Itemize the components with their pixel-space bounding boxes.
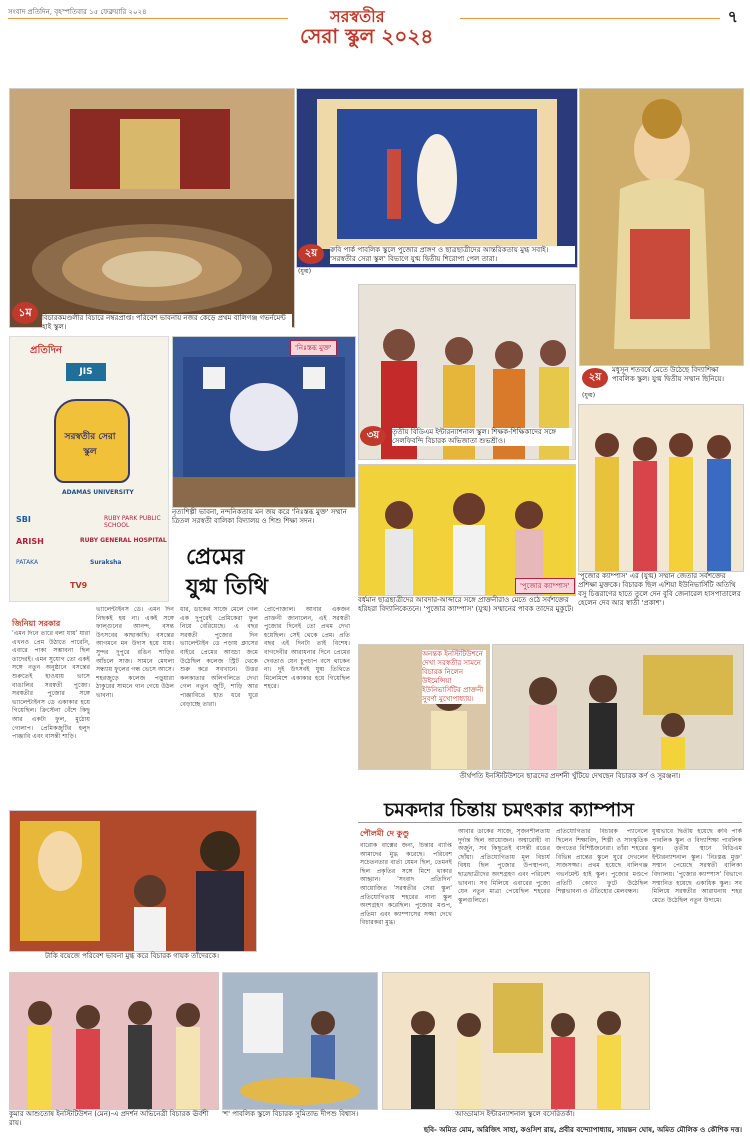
article1-headline-1: প্রেমের [186, 544, 245, 570]
photo-taki-boys [9, 810, 257, 952]
brand-logo: প্রতিদিন [30, 345, 62, 356]
article2-col4: যুগ্মভাবে দ্বিতীয় হয়েছে রুবি পার্ক পাবলিক স্কুল ও বিদ্যাশিক্ষা পাবলিক স্কুল। তৃতীয় স্থানে বিডিএম ইন্টারন্যাশনাল স্কুল। 'নিঃস্তব্ধ মুক্ত' সম্মান পেয়েছে সরস্বতী বালিকা বিদ্যালয়। 'পুজোর ক্যাম্পাস' বিভাগে সম্মানিত হয়েছে একাধিক স্কুল। সব মিলিয়ে সরস্বতীর আরাধনায় শহর মেতে উঠেছিল নতুন উদ্যমে। [652, 828, 742, 904]
ruby-park-logo: RUBY PARK PUBLIC SCHOOL [104, 515, 161, 529]
article2-col3: প্রতিযোগিতার বিচারক প্যানেলে ছিলেন শিক্ষাবিদ, শিল্পী ও সাংস্কৃতিক জগতের বিশিষ্টজনেরা। তাঁরা শহরের বিভিন্ন প্রান্তের স্কুলে ঘুরে দেখলেন সাজসজ্জা। প্রথম হয়েছে বালিগঞ্জ গভর্নমেন্ট হাই স্কুল। পুজোর মণ্ডপে প্রতিটি কোণে ফুটে উঠেছিল শিল্পভাবনা ও ঐতিহ্যের মেলবন্ধন। [556, 828, 648, 896]
bag-logo-text: সরস্বতীর সেরা স্কুল [64, 432, 116, 457]
caption-ruby-hospital: 'পুজোর ক্যাম্পাস' এর (যুগ্ম) সম্মান জেতার সর্বশক্তের প্রশিক্ষা মুক্তকে। বিচারক ছিল এশিয়া ইউনিভার্সিটি অতিথি বসু চিত্তরাণের হাতে তুলে দেন বুবি জেনারেল হাসপাতালের হেলেন দেব আর স্বাতী 'প্রকাশ'। [578, 572, 741, 607]
photo-burdwan-campus [358, 464, 576, 596]
article1-col2: ভ্যালেন্টাইনস ডে। এমন দিন নিছকই হয় না। একই সঙ্গে ফাল্গুনের আনন্দ, বসন্ত উৎসবের কাছাকাছি। বসন্তের আগমনে মন উদাস হয়ে যায়। সুন্দর দুপুরে রঙিন শাড়ির আঁচলে সাজ। সামনে মেঘলা সন্ধ্যায় ফুলের গন্ধ ভেসে আসে। শহরজুড়ে কলেজ পড়ুয়ারা ঠাকুরের সামনে গান গেয়ে উঠল ভাবনা। [96, 606, 174, 699]
photo-ruby-park [296, 88, 578, 268]
adamas-logo: ADAMAS UNIVERSITY [62, 489, 134, 496]
arish-logo: ARISH [16, 537, 44, 546]
article1-headline-2: যুগ্ম তিথি [186, 574, 268, 600]
caption-ananda: অনন্তক ইনস্টিটিউশনে দেখা সরস্বতীর সামনে বিচারক নিলেন উইমেন্সিয়া ইউনিভার্সিটির প্রাক্তনী সুবর্ণা মুখোপাধ্যায়। [422, 650, 486, 704]
jis-logo: JIS [66, 363, 106, 381]
photo-ruby-hospital-group [578, 404, 744, 572]
caption-bidyashiksha: মধুসূন শতবর্ষে মেতে উঠেছে বিদ্যাশিক্ষা পাবলিক স্কুল। যুগ্ম দ্বিতীয় সম্মান ছিনিয়ে। [612, 366, 742, 384]
article2-col2: আবার ডাকের সাজে, সৃজনশীলতায় দুর্দান্ত ছিল আয়োজন। অশ্বারোহী বা অর্জুন, সব কিছুতেই বাসন্তী রঙের ছোঁয়া। প্রতিযোগিতায় মূল বিচার্য বিষয় ছিল পুজোর উপস্থাপনা, ছাত্রছাত্রীদের অংশগ্রহণ এবং পরিবেশ ভাবনা। সব মিলিয়ে এবারের পুজো যেন নতুন মাত্রা পেয়েছিল শহরের স্কুলগুলিতে। [458, 828, 550, 904]
masthead-left: সংবাদ প্রতিদিন, বৃহস্পতিবার ১৫ ফেব্রুয়ারি ২০২৪ [8, 8, 147, 16]
caption-tirthapati: তীর্থপতি ইনস্টিটিউশনে ছাত্রদের প্রদর্শনী খুঁটিয়ে দেখছেন বিচারক কর্ণ ও সুরঞ্জনা। [400, 772, 740, 781]
suraksha-logo: Suraksha [90, 559, 122, 566]
page-number: ৭ [727, 7, 738, 26]
rank-badge-second-b: ২য় [582, 368, 608, 388]
caption-ruby-park: রুবি পার্ক পাবলিক স্কুলে পুজোর প্রাঙ্গণ ও ছাত্রছাত্রীদের আন্তরিকতায় মুগ্ধ সবাই। 'সরস্বতীর সেরা স্কুল' বিভাগে যুগ্ম দ্বিতীয় শিরোপা পেল তারা। [330, 246, 575, 264]
photo-kumar-ashutosh [9, 972, 219, 1110]
caption-burdwan: বর্ধমান ছাত্রছাত্রীদের আবদার-আব্দারে সঙ্গে প্রাক্তনীরাও মেতে ওঠে সর্বশক্তের হরিহরা বিদ্যানিকেতনে। 'পুজোর ক্যাম্পাস' (যুগ্ম) সম্মানের পাবক তাদের মুকুটে। [358, 596, 574, 613]
rank-badge-third: ৩য় [360, 426, 386, 446]
photo-saraswati-idol [579, 88, 744, 366]
masthead-rule-right [460, 18, 720, 19]
article2-rule [358, 822, 742, 823]
article1-col1: 'এমন দিনে তারে বলা যায়' যারা এখনও প্রেম উঠাতে পারেনি, এবারে পাকা সম্ভাবনা ছিল তাদেরই। এমন সুযোগ তো একই সঙ্গে নতুন অনুষ্ঠানে বসন্তের শুরুতেই হাওয়ায় ভাসে বাঙালির সরস্বতী পুজো। সরস্বতীর পুজোর সঙ্গে ভ্যালেন্টাইনস ডে একাকার হয়ে গিয়েছিল। ক্রিস্টেনা বেঁশে কিছু আর একটা ফুল, মুঠোয় গোলাপ। প্রেমিকজুটির হলুদ পাঞ্জাবি এবং বাসন্তী শাড়ি। [12, 630, 90, 741]
caption-adamas: আড্ডামাস ইন্টারন্যাশনাল স্কুলে বসেরিতর্কা। [382, 1110, 648, 1119]
sponsor-panel [9, 336, 169, 602]
photo-shaw-public [222, 972, 378, 1110]
caption-taki: টাকি বয়েজে পরিবেশ ভাবনা মুগ্ধ করে বিচারক গায়ক তাঁদেরকে। [9, 952, 255, 961]
rank-joint-label: (যুগ্ম) [298, 268, 312, 275]
photo-credits: ছবি- অমিত মোম, অরিজিৎ সাহা, কওসিশ রায়, প্রবীর বন্দ্যোপাধ্যায়, সায়ন্তন ঘোষ, অমিত মৌলিক ও কৌশিক দত্ত। [382, 1126, 742, 1135]
rank-joint-label-b: (যুগ্ম) [582, 392, 596, 399]
tag-pujor-campus: 'পুজোর ক্যাম্পাস' [515, 578, 575, 594]
caption-ballygunge: বিচারকমণ্ডলীর বিচারে নম্বরপ্রাপ্ত। পরিবেশ ভাবনায় নজর কেড়ে প্রথম বালিগঞ্জ গভর্নমেন্ট হাই স্কুল। [42, 314, 292, 332]
article1-col4: প্রোপোজাল। আবার একজন প্রাক্তনী জানালেন, এই সরস্বতী পুজোর দিনেই তো প্রথম দেখা হয়েছিল। সেই থেকে প্রেম। প্রতি বছর এই দিনটা তাই বিশেষ। বাগদেবীর আরাধনার দিনে প্রেমের দেবতাও যেন চুপচাপ বসে থাকেন না। দুই উৎসবই যুগ্ম তিথিতে মিলেমিশে একাকার হয়ে গিয়েছিল শহরে। [264, 606, 350, 691]
sbi-logo: SBI [16, 515, 31, 524]
caption-saraswati-balika: নৃত্যশিল্পী ভাবনা, নন্দনিকতায় মন জয় করে 'নিঃস্তব্ধ মুক্ত' সম্মান ত্রিতল সরস্বতী বালিকা বিদ্যালয় ও শিশু শিক্ষা সদন। [172, 508, 354, 526]
photo-ballygunge [9, 88, 295, 328]
article2-headline: চমকদার চিন্তায় চমৎকার ক্যাম্পাস [384, 799, 634, 821]
tag-nistabdha: 'নিঃস্তব্ধ মুক্ত' [290, 340, 337, 356]
caption-bdm: তৃতীয় বিডিএম ইন্টারন্যাশনাল স্কুল। শিক্ষক-শিক্ষিকাদের সঙ্গে সেলফিবন্দি বিচারক অভিজাতা শুভশ্রীও। [392, 428, 572, 446]
masthead-rule [8, 18, 288, 19]
article1-byline: জিনিয়া সরকার [12, 618, 61, 628]
article2-byline: পৌলমী দে কুণ্ডু [360, 828, 410, 838]
rank-badge-second-a: ২য় [298, 244, 324, 264]
ruby-hospital-logo: RUBY GENERAL HOSPITAL [80, 537, 167, 544]
photo-saraswati-balika [172, 336, 356, 508]
masthead-title-top: সরস্বতীর [330, 7, 385, 26]
masthead-title: সেরা স্কুল ২০২৪ [300, 24, 434, 48]
article2-col1: বারোক বাক্সের জন্য, চিন্তার ব্যাপ্তি আমাদের মুগ্ধ করেছে। পরিবেশ সচেতনতার বার্তা যেমন ছিল, তেমনই ছিল প্রকৃতির সঙ্গে মিশে থাকার আহ্বান। 'সংবাদ প্রতিদিন' আয়োজিত 'সরস্বতীর সেরা স্কুল' প্রতিযোগিতায় শহরের নানা স্কুল অংশগ্রহণ করেছিল। পুজোর মণ্ডপ, প্রতিমা এবং ক্যাম্পাসের সজ্জা দেখে বিচারকরা মুগ্ধ। [360, 842, 452, 927]
photo-tirthapati [492, 644, 744, 770]
pataka-logo: PATAKA [16, 559, 39, 566]
tv9-logo: TV9 [70, 581, 88, 590]
photo-adamas-intl [382, 972, 650, 1110]
caption-kumar-ashutosh: কুমার আশুতোষ ইনস্টিটিউশন (মেন)-এ প্রদর্শন অভিনেত্রী বিচারক ঊর্বশী রায়। [9, 1110, 217, 1128]
caption-shaw: 'শ' পাবলিক স্কুলে বিচারক সুমিতাভ দীপশু বিশ্বাস। [222, 1110, 376, 1119]
article1-col3: ধার, ডাকের সাজে মেলে গেল এক দুপুরেই প্রেমিকেরা ফুল নিয়ে বেরিয়েছে। এ বছর সরস্বতী পুজোর দিন ভ্যালেন্টাইন ডে পড়ায় ক্লাসের বাইরে প্রেমের আড্ডা জমে উঠেছিল কলেজ স্ট্রিট থেকে শুরু করে সবখানে। উত্তর কলকাতার অলিগলিতে দেখা গেল নতুন জুটি, শাড়ি আর পাঞ্জাবিতে হাত ধরে ঘুরে বেড়াচ্ছে তারা। [180, 606, 258, 708]
rank-badge-first: ১ম [12, 302, 38, 324]
